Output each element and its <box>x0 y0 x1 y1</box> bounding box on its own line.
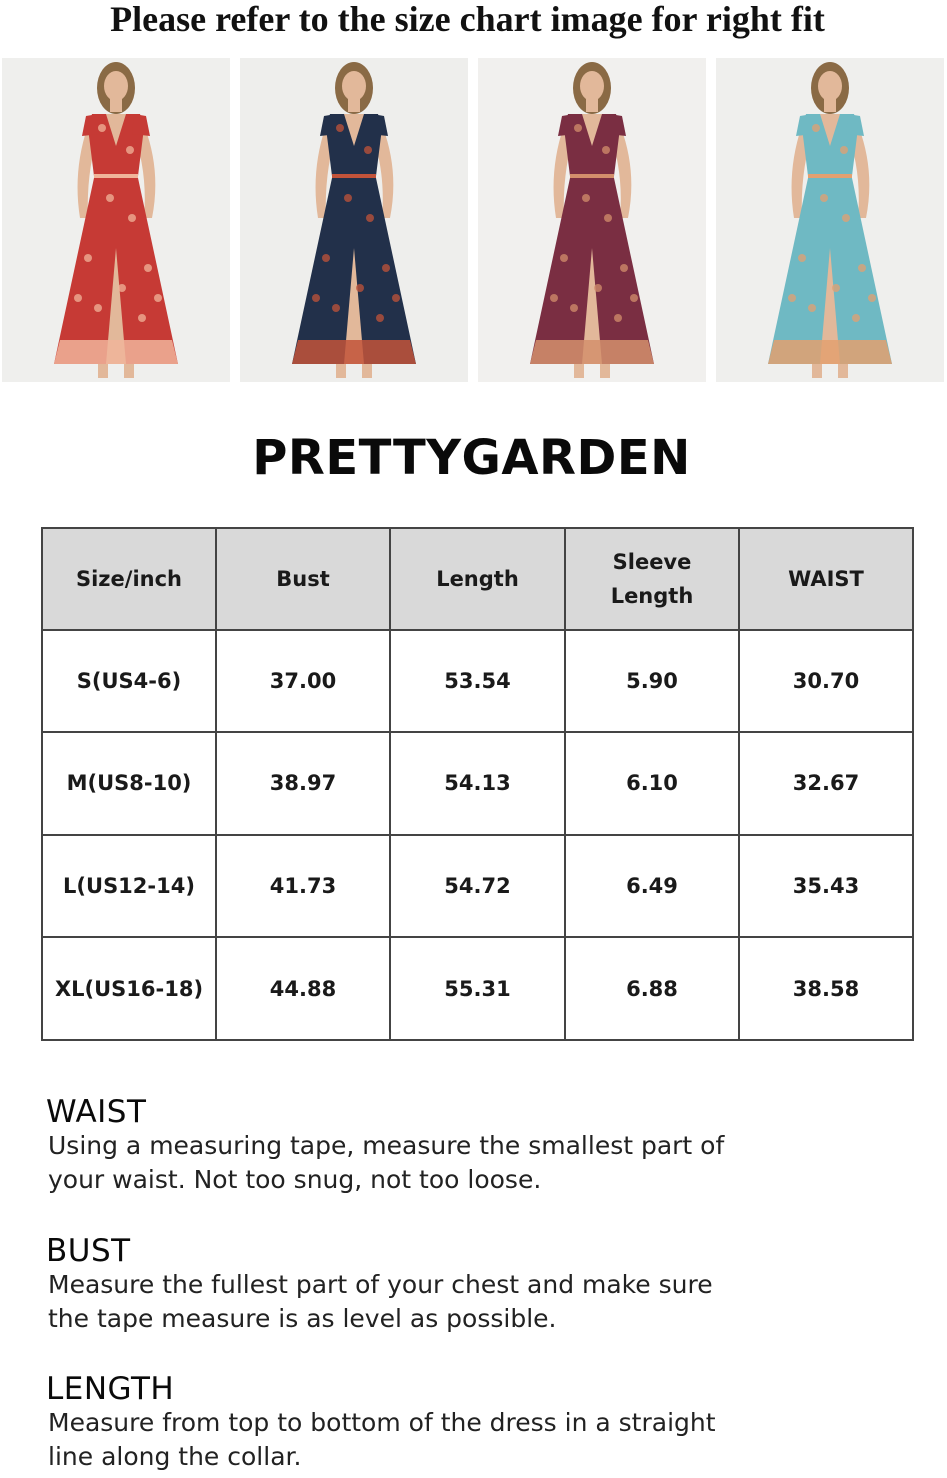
dress-photo-illustration <box>2 58 230 382</box>
size-chart-table <box>41 527 914 1041</box>
cell-size: XL(US16-18) <box>42 937 216 1040</box>
cell-waist: 30.70 <box>739 630 913 733</box>
cell-sleeve-length: 6.10 <box>565 732 739 835</box>
cell-sleeve-length: 6.49 <box>565 835 739 938</box>
product-photo-strip <box>2 58 945 382</box>
cell-length: 53.54 <box>390 630 565 733</box>
bust-guide-title: BUST <box>46 1233 131 1269</box>
waist-guide-title: WAIST <box>46 1094 147 1130</box>
product-photo-navy-dress[interactable] <box>240 58 468 382</box>
brand-name: PRETTYGARDEN <box>252 430 691 486</box>
header-waist: WAIST <box>739 528 913 630</box>
length-guide-text: Measure from top to bottom of the dress in a straight line along the collar. <box>48 1408 716 1471</box>
waist-guide-text: Using a measuring tape, measure the smallest part of your waist. Not too snug, not too loose. <box>48 1131 725 1194</box>
cell-sleeve-length: 5.90 <box>565 630 739 733</box>
bust-guide <box>46 1234 906 1336</box>
cell-bust: 37.00 <box>216 630 390 733</box>
header-sleeve-length: Sleeve Length <box>565 528 739 630</box>
product-photo-burgundy-dress[interactable] <box>478 58 706 382</box>
dress-photo-illustration <box>240 58 468 382</box>
product-photo-blue-dress[interactable] <box>716 58 944 382</box>
cell-bust: 41.73 <box>216 835 390 938</box>
cell-length: 55.31 <box>390 937 565 1040</box>
dress-photo-illustration <box>716 58 944 382</box>
cell-sleeve-length: 6.88 <box>565 937 739 1040</box>
cell-size: S(US4-6) <box>42 630 216 733</box>
cell-waist: 38.58 <box>739 937 913 1040</box>
size-chart-header-row <box>42 528 913 630</box>
cell-length: 54.13 <box>390 732 565 835</box>
length-guide-title: LENGTH <box>46 1371 175 1407</box>
page-heading: Please refer to the size chart image for right fit <box>110 0 825 39</box>
product-photo-red-dress[interactable] <box>2 58 230 382</box>
bust-guide-text: Measure the fullest part of your chest and make sure the tape measure is as level as possible. <box>48 1270 713 1333</box>
waist-guide <box>46 1095 906 1197</box>
cell-size: M(US8-10) <box>42 732 216 835</box>
table-row <box>42 630 913 733</box>
cell-length: 54.72 <box>390 835 565 938</box>
dress-photo-illustration <box>478 58 706 382</box>
header-bust: Bust <box>216 528 390 630</box>
cell-waist: 32.67 <box>739 732 913 835</box>
table-row <box>42 937 913 1040</box>
length-guide <box>46 1372 906 1474</box>
cell-bust: 38.97 <box>216 732 390 835</box>
cell-size: L(US12-14) <box>42 835 216 938</box>
cell-waist: 35.43 <box>739 835 913 938</box>
header-size: Size/inch <box>42 528 216 630</box>
table-row <box>42 732 913 835</box>
table-row <box>42 835 913 938</box>
header-length: Length <box>390 528 565 630</box>
cell-bust: 44.88 <box>216 937 390 1040</box>
